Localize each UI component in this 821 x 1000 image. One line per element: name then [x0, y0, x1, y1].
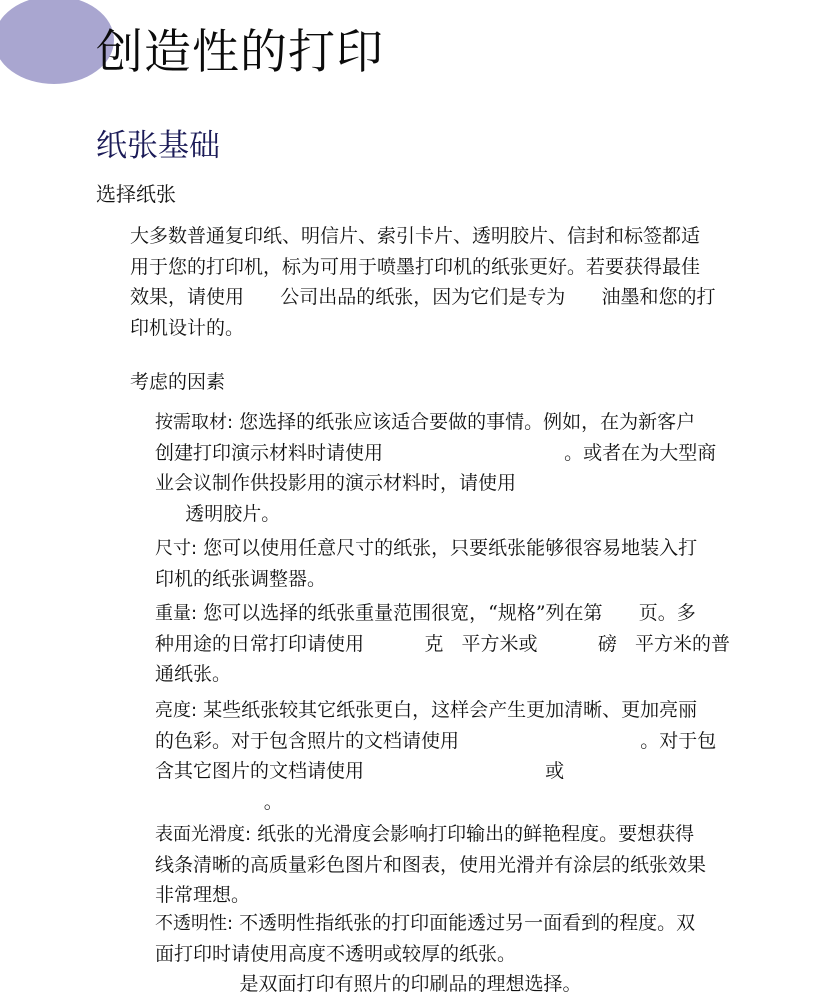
factor-size	[155, 533, 697, 594]
factor-text: 通纸张。	[155, 663, 232, 685]
factor-text: 创建打印演示材料时请使用 。或者在为大型商	[155, 441, 717, 464]
factor-label: 重量:	[155, 603, 198, 624]
factor-text: 业会议制作供投影用的演示材料时，请使用	[155, 472, 517, 494]
factor-weight	[155, 598, 730, 690]
factors-title: 考虑的因素	[130, 371, 226, 393]
intro-line: 大多数普通复印纸、明信片、索引卡片、透明胶片、信封和标签都适	[130, 225, 701, 247]
factor-text: 不透明性指纸张的打印面能透过另一面看到的程度。双	[233, 912, 696, 934]
factor-text: 您选择的纸张应该适合要做的事情。例如，在为新客户	[233, 411, 696, 433]
factor-text: 某些纸张较其它纸张更白，这样会产生更加清晰、更加亮丽	[197, 699, 698, 721]
intro-line: 用于您的打印机，标为可用于喷墨打印机的纸张更好。若要获得最佳	[130, 255, 701, 278]
factor-text: 的色彩。对于包含照片的文档请使用 。对于包	[155, 729, 717, 752]
intro-paragraph	[130, 221, 715, 343]
factor-usage	[155, 407, 716, 529]
factor-text: 是双面打印有照片的印刷品的理想选择。	[155, 973, 582, 995]
factor-label: 不透明性:	[155, 913, 234, 934]
factor-text: 线条清晰的高质量彩色图片和图表，使用光滑并有涂层的纸张效果	[155, 853, 707, 876]
factor-label: 尺寸:	[155, 538, 198, 559]
subsection-title: 选择纸张	[96, 182, 176, 206]
factor-brightness	[155, 695, 716, 817]
section-title: 纸张基础	[96, 128, 220, 164]
factor-text: 。	[155, 790, 283, 813]
factor-text: 含其它图片的文档请使用 或	[155, 760, 565, 782]
factor-text: 印机的纸张调整器。	[155, 567, 327, 590]
page-title: 创造性的打印	[96, 25, 384, 80]
factor-smoothness	[155, 819, 706, 911]
intro-line: 效果，请使用 公司出品的纸张，因为它们是专为 油墨和您的打	[130, 286, 716, 308]
factor-text: 您可以使用任意尺寸的纸张，只要纸张能够很容易地装入打	[197, 537, 698, 559]
intro-line: 印机设计的。	[130, 316, 245, 339]
factor-label: 亮度:	[155, 700, 198, 721]
factor-opacity	[155, 908, 695, 1000]
factor-text: 种用途的日常打印请使用 克 平方米或 磅 平方米的普	[155, 632, 731, 655]
factor-label: 按需取材:	[155, 412, 234, 433]
factor-text: 非常理想。	[155, 884, 251, 906]
factor-text: 面打印时请使用高度不透明或较厚的纸张。	[155, 942, 517, 965]
factor-label: 表面光滑度:	[155, 824, 252, 845]
factor-text: 纸张的光滑度会影响打印输出的鲜艳程度。要想获得	[251, 823, 695, 845]
factor-text: 您可以选择的纸张重量范围很宽，“规格”列在第 页。多	[197, 602, 696, 624]
factor-text: 透明胶片。	[155, 502, 281, 525]
